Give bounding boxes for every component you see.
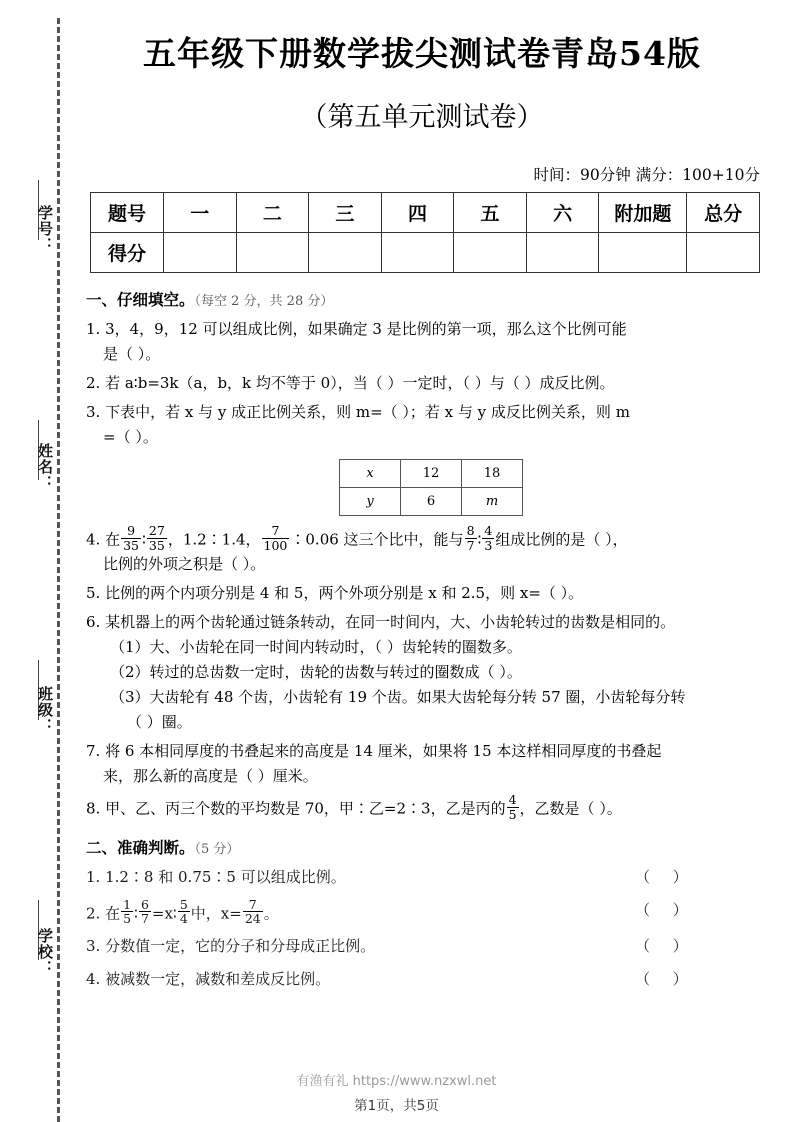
score-table-col-6: 六: [526, 193, 599, 233]
judgement-2-prefix: 2. 在: [86, 903, 121, 922]
question-2-text: 2. 若 a∶b=3k（a，b，k 均不等于 0），当（ ）一定时，（ ）与（ ）成反比例。: [86, 374, 615, 392]
question-6-sub-3: [86, 685, 776, 735]
question-6-sub-1: （1）大、小齿轮在同一时间内转动时，（ ）齿轮转的圈数多。: [110, 638, 522, 657]
margin-label-class: 班级：: [36, 686, 54, 734]
question-1: [86, 317, 776, 367]
cut-line-dashed: [57, 18, 60, 1122]
question-6-line-1: 6. 某机器上的两个齿轮通过链条转动，在同一时间内，大、小齿轮转过的齿数是相同的。: [86, 613, 676, 632]
judgement-item-4: [86, 967, 776, 992]
judgement-4-text: 4. 被减数一定，减数和差成反比例。: [86, 969, 331, 988]
section2-title: 二、准确判断。: [86, 838, 195, 857]
fraction-6-7: $\frac{6}{7}$: [140, 896, 149, 926]
judgement-2-tail: 。: [263, 903, 279, 922]
question-1-line-1: 1. 3，4，9，12 可以组成比例，如果确定 3 是比例的第一项，那么这个比例可能: [86, 320, 627, 338]
question-5: [86, 581, 776, 606]
score-table-col-bonus: 附加题: [599, 193, 687, 233]
score-table-col-1: 一: [164, 193, 237, 233]
judgement-3-answer-mark[interactable]: （ ）: [635, 936, 697, 955]
question-4-sep-3: ∶: [477, 530, 482, 549]
question-4-tail: 组成比例的是（ ），: [495, 530, 628, 549]
question-7-line-2: 来，那么新的高度是（ ）厘米。: [103, 767, 318, 786]
score-table: [90, 192, 760, 273]
question-4-sep-1: ∶: [142, 530, 146, 549]
question-6-sub-3-line-1: （3）大齿轮有 48 个齿，小齿轮有 19 个齿。如果大齿轮每分转 57 圈，小齿轮每分转: [110, 688, 686, 707]
margin-label-name: 姓名：: [36, 443, 54, 491]
question-5-text: 5. 比例的两个内项分别是 4 和 5，两个外项分别是 x 和 2.5，则 x=（ ）。: [86, 584, 584, 603]
section2-points: （5 分）: [194, 841, 240, 857]
xy-label-x: x: [340, 460, 401, 488]
judgement-4-answer-mark[interactable]: （ ）: [635, 969, 697, 988]
margin-label-school: 学校：: [36, 928, 54, 976]
question-3-line-1: 3. 下表中，若 x 与 y 成正比例关系，则 m=（ ）；若 x 与 y 成反比例关系，则 m: [86, 403, 630, 421]
watermark-text: 有渔有礼 https://www.nzxwl.net: [296, 1074, 497, 1089]
question-3-table-wrap: [86, 459, 776, 516]
score-table-col-2: 二: [236, 193, 309, 233]
question-8-prefix: 8. 甲、乙、丙三个数的平均数是 70，甲∶乙=2∶3，乙是丙的: [86, 799, 506, 818]
question-4-prefix: 4. 在: [86, 530, 121, 549]
score-cell-4[interactable]: [381, 233, 454, 273]
fraction-1-5: $\frac{1}{5}$: [123, 896, 132, 926]
score-cell-2[interactable]: [236, 233, 309, 273]
question-1-line-2: 是（ ）。: [103, 345, 161, 363]
section1-points: （每空 2 分，共 28 分）: [194, 294, 334, 309]
judgement-item-1: [86, 865, 776, 890]
xy-y-value-2: m: [462, 488, 523, 516]
fraction-4-3: $\frac{4}{3}$: [484, 523, 493, 553]
score-cell-3[interactable]: [309, 233, 382, 273]
judgement-item-3: [86, 934, 776, 959]
score-table-score-row: [91, 233, 760, 273]
fraction-8-7: $\frac{8}{7}$: [466, 523, 475, 553]
score-table-col-3: 三: [309, 193, 382, 233]
score-table-col-total: 总分: [687, 193, 760, 233]
xy-x-value-2: 18: [462, 460, 523, 488]
question-2: [86, 371, 776, 396]
question-7: [86, 739, 776, 789]
xy-y-value-1: 6: [401, 488, 462, 516]
score-table-col-5: 五: [454, 193, 527, 233]
xy-label-y: y: [340, 488, 401, 516]
score-table-header-row: [91, 193, 760, 233]
page-subtitle: （第五单元测试卷）: [300, 102, 544, 133]
fraction-7-100: $\frac{7}{100}$: [263, 523, 288, 553]
section1-title: 一、仔细填空。: [86, 291, 195, 309]
fraction-5-4: $\frac{5}{4}$: [179, 896, 188, 926]
question-8: [86, 793, 776, 821]
margin-label-student-id: 学号：: [36, 205, 54, 253]
score-cell-1[interactable]: [164, 233, 237, 273]
fraction-7-24: $\frac{7}{24}$: [244, 896, 261, 926]
score-cell-5[interactable]: [454, 233, 527, 273]
judgement-1-text: 1. 1.2∶8 和 0.75∶5 可以组成比例。: [86, 867, 346, 886]
xy-x-value-1: 12: [401, 460, 462, 488]
judgement-2-answer-mark[interactable]: （ ）: [635, 900, 697, 919]
question-4: [86, 524, 776, 577]
judgement-1-answer-mark[interactable]: （ ）: [635, 867, 697, 886]
page-number: 第1页，共5页: [354, 1098, 439, 1114]
page-title: 五年级下册数学拔尖测试卷青岛54版: [143, 34, 701, 73]
section-heading-judgement: [86, 836, 776, 858]
score-table-row-label-number: 题号: [91, 193, 164, 233]
judgement-item-2: [86, 898, 776, 926]
fraction-9-35: $\frac{9}{35}$: [123, 523, 139, 553]
question-4-mid: ，1.2∶1.4，: [167, 530, 261, 549]
judgement-2-sep-3: 中，x=: [190, 903, 242, 922]
judgement-2-sep-2: =x∶: [151, 903, 177, 922]
question-6-sub-2: （2）转过的总齿数一定时，齿轮的齿数与转过的圈数成（ ）。: [110, 663, 522, 682]
xy-row-x: [340, 460, 523, 488]
score-cell-bonus[interactable]: [599, 233, 687, 273]
judgement-2-sep-1: ∶: [134, 903, 138, 922]
fraction-27-35: $\frac{27}{35}$: [148, 523, 165, 553]
question-8-tail: ，乙数是（ ）。: [519, 799, 622, 818]
score-cell-6[interactable]: [526, 233, 599, 273]
question-7-line-1: 7. 将 6 本相同厚度的书叠起来的高度是 14 厘米，如果将 15 本这样相同厚度的书叠起: [86, 742, 662, 761]
score-cell-total[interactable]: [687, 233, 760, 273]
question-4-sep-2: ∶0.06 这三个比中，能与: [290, 530, 464, 549]
section-heading-fill-blank: [86, 288, 776, 310]
score-table-col-4: 四: [381, 193, 454, 233]
question-3-xy-table: [339, 459, 523, 516]
score-table-row-label-score: 得分: [91, 233, 164, 273]
exam-content: [86, 288, 776, 1000]
question-4-line-2: 比例的外项之积是（ ）。: [103, 555, 266, 574]
left-margin-strip: [0, 0, 72, 1122]
question-6: [86, 610, 776, 735]
judgement-3-text: 3. 分数值一定，它的分子和分母成正比例。: [86, 936, 376, 955]
fraction-4-5: $\frac{4}{5}$: [508, 792, 517, 822]
exam-meta-info: 时间：90分钟 满分：100+10分: [533, 166, 760, 184]
question-3-line-2: =（ ）。: [103, 428, 158, 446]
xy-row-y: [340, 488, 523, 516]
question-3: [86, 400, 776, 450]
question-6-sub-3-line-2: （ ）圈。: [127, 713, 192, 732]
